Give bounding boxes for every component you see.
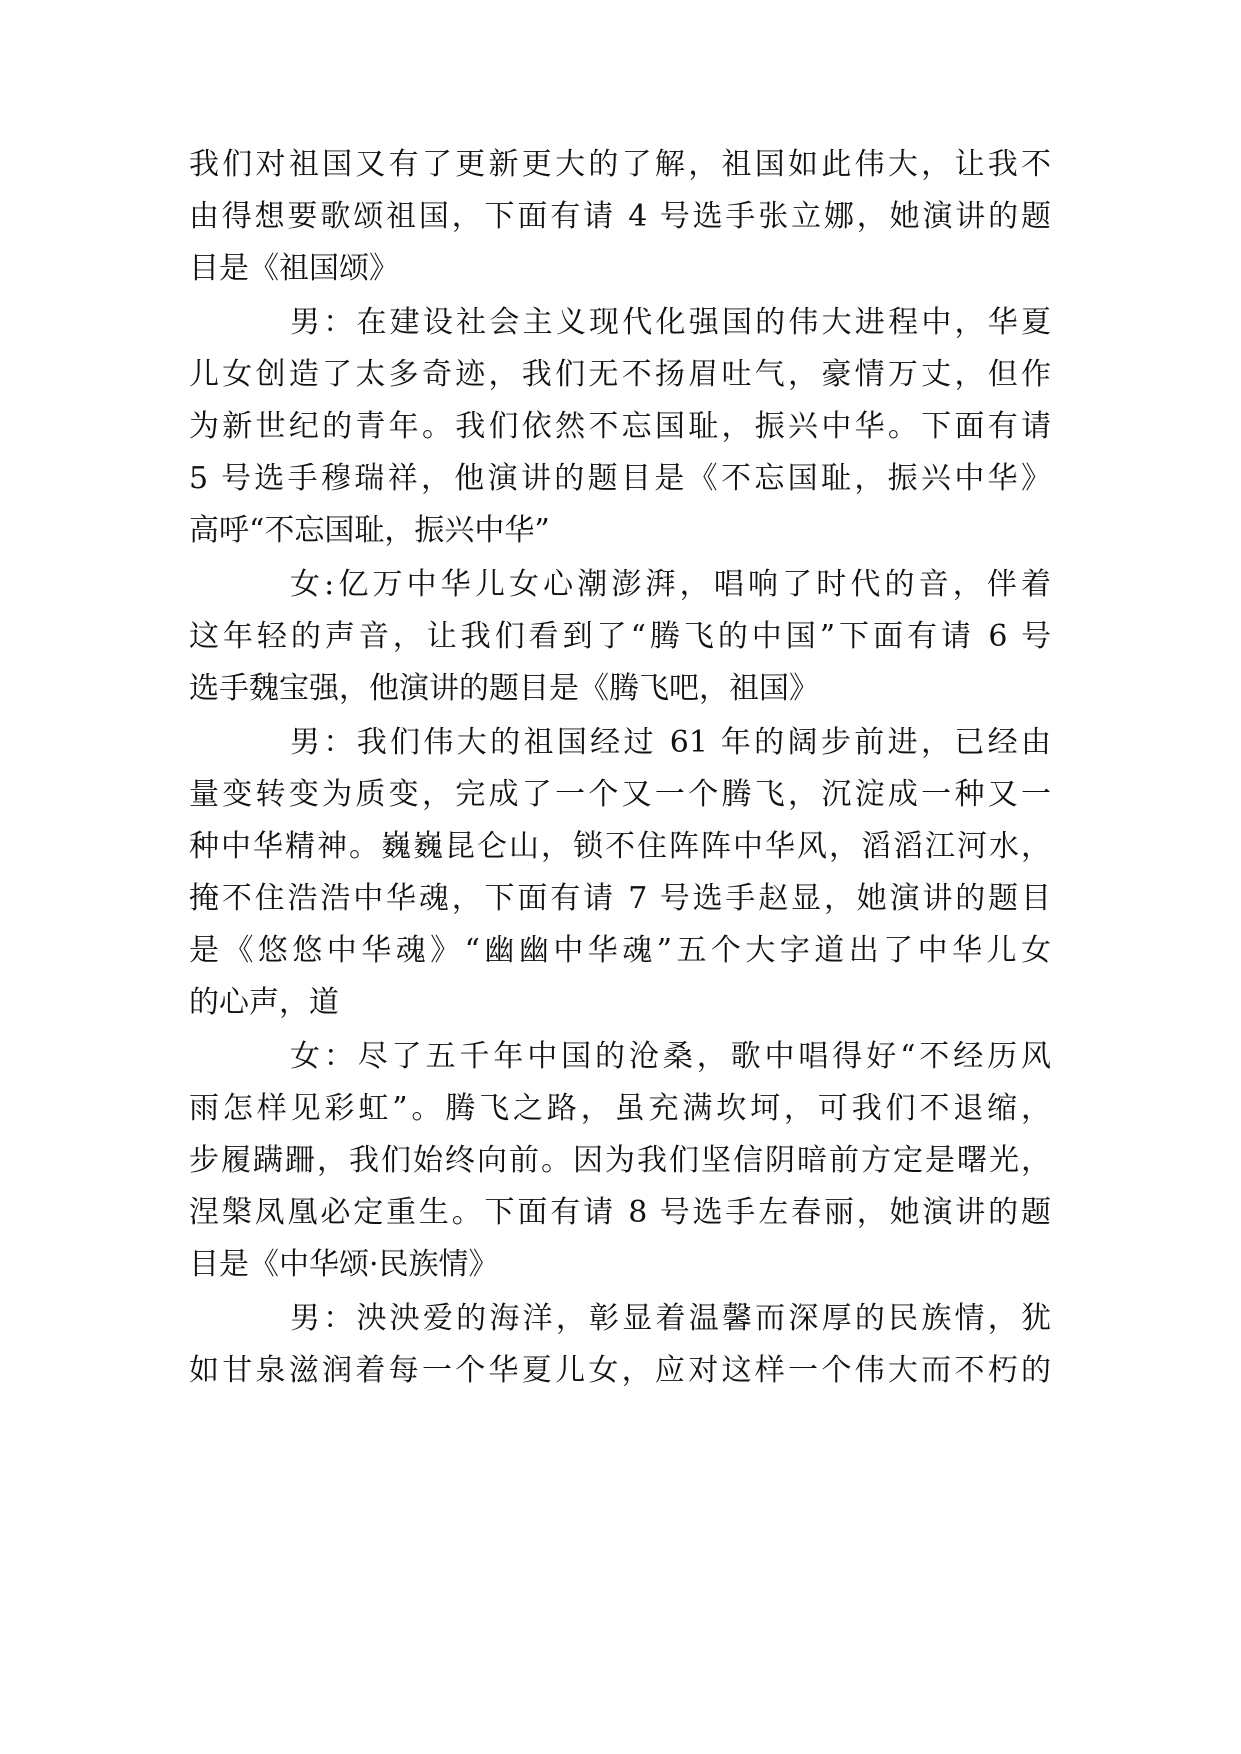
text-line: 高呼“不忘国耻，振兴中华” [189,513,550,548]
text-line: 5 号选手穆瑞祥，他演讲的题目是《不忘国耻，振兴中华》 [189,461,1051,496]
text-line: 由得想要歌颂祖国，下面有请 4 号选手张立娜，她演讲的题 [189,199,1051,234]
text-line: 选手魏宝强，他演讲的题目是《腾飞吧，祖国》 [189,671,819,706]
text-line: 步履蹒跚，我们始终向前。因为我们坚信阴暗前方定是曙光， [189,1143,1051,1178]
text-line: 是《悠悠中华魂》“幽幽中华魂”五个大字道出了中华儿女 [189,933,1051,968]
text-line: 目是《祖国颂》 [189,251,399,286]
text-line: 儿女创造了太多奇迹，我们无不扬眉吐气，豪情万丈，但作 [189,357,1051,392]
text-line: 种中华精神。巍巍昆仑山，锁不住阵阵中华风，滔滔江河水， [189,829,1051,864]
text-line: 男：泱泱爱的海洋，彰显着温馨而深厚的民族情，犹 [290,1301,1051,1336]
text-line: 涅槃凤凰必定重生。下面有请 8 号选手左春丽，她演讲的题 [189,1195,1051,1230]
text-line: 的心声，道 [189,985,339,1020]
text-line: 男：在建设社会主义现代化强国的伟大进程中，华夏 [290,305,1051,340]
text-line: 雨怎样见彩虹”。腾飞之路，虽充满坎坷，可我们不退缩， [189,1091,1051,1126]
text-line: 女：尽了五千年中国的沧桑，歌中唱得好“不经历风 [290,1039,1051,1074]
text-line: 男：我们伟大的祖国经过 61 年的阔步前进，已经由 [290,725,1051,760]
text-line: 这年轻的声音，让我们看到了“腾飞的中国”下面有请 6 号 [189,619,1051,654]
text-line: 我们对祖国又有了更新更大的了解，祖国如此伟大，让我不 [189,147,1051,182]
text-line: 掩不住浩浩中华魂，下面有请 7 号选手赵显，她演讲的题目 [189,881,1051,916]
text-line: 为新世纪的青年。我们依然不忘国耻，振兴中华。下面有请 [189,409,1051,444]
text-line: 女:亿万中华儿女心潮澎湃，唱响了时代的音，伴着 [290,567,1051,602]
text-line: 量变转变为质变，完成了一个又一个腾飞，沉淀成一种又一 [189,777,1051,812]
text-line: 如甘泉滋润着每一个华夏儿女，应对这样一个伟大而不朽的 [189,1353,1051,1388]
text-line: 目是《中华颂·民族情》 [189,1247,499,1282]
